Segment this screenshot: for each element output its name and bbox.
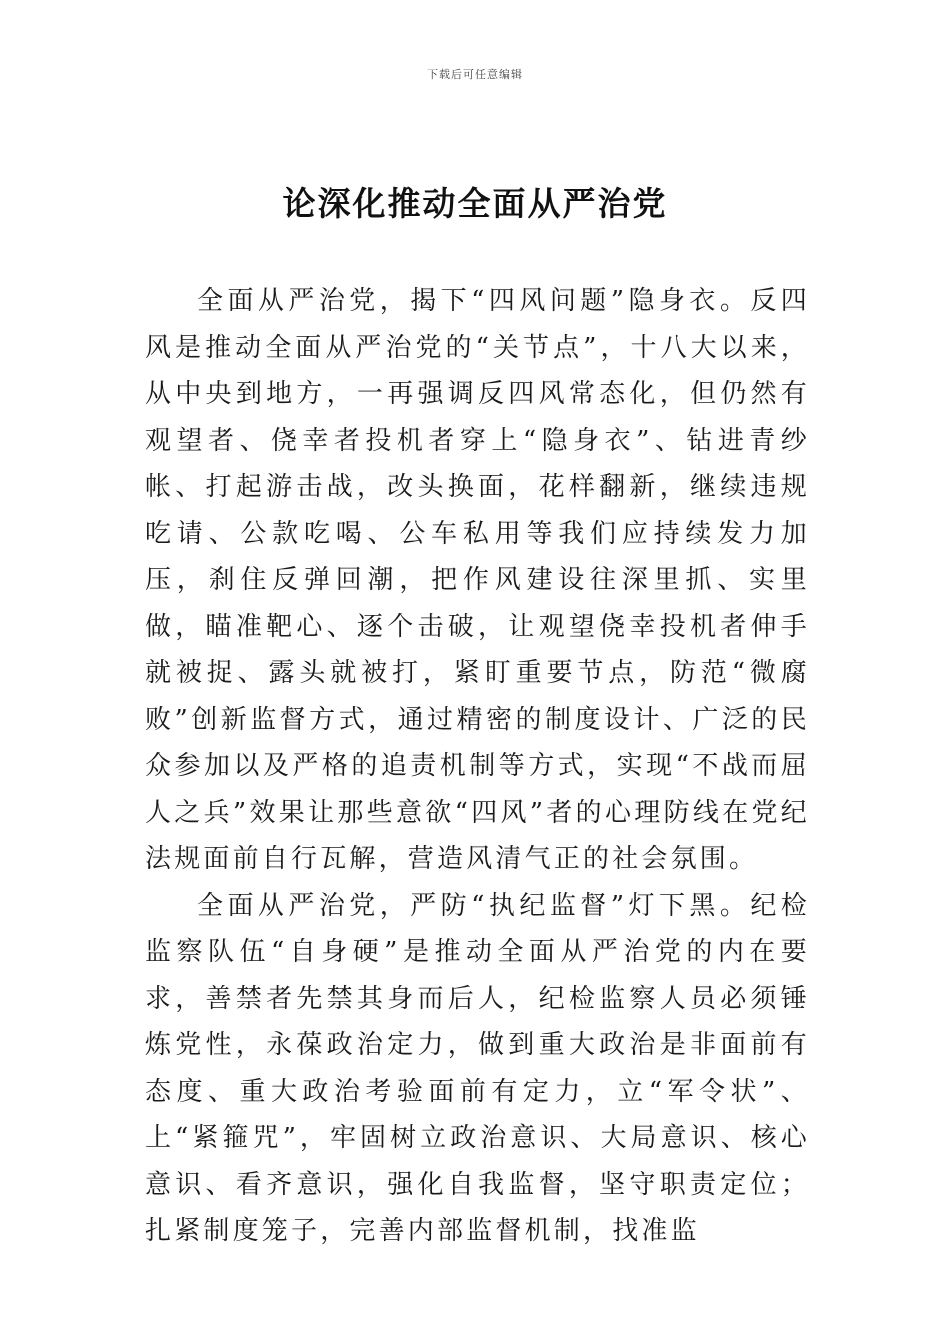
document-body xyxy=(145,278,810,1255)
paragraph-2: 全面从严治党，严防“执纪监督”灯下黑。纪检监察队伍“自身硬”是推动全面从严治党的内在要求，善禁者先禁其身而后人，纪检监察人员必须锤炼党性，永葆政治定力，做到重大政治是非面前有态度、重大政治考验面前有定力，立“军令状”、上“紧箍咒”，牢固树立政治意识、大局意识、核心意识、看齐意识，强化自我监督，坚守职责定位；扎紧制度笼子，完善内部监督机制，找准监 xyxy=(145,890,810,1246)
document-title: 论深化推动全面从严治党 xyxy=(282,184,668,223)
paragraph-1: 全面从严治党，揭下“四风问题”隐身衣。反四风是推动全面从严治党的“关节点”，十八大以来，从中央到地方，一再强调反四风常态化，但仍然有观望者、侥幸者投机者穿上“隐身衣”、钻进青纱帐、打起游击战，改头换面，花样翻新，继续违规吃请、公款吃喝、公车私用等我们应持续发力加压，刹住反弹回潮，把作风建设往深里抓、实里做，瞄准靶心、逐个击破，让观望侥幸投机者伸手就被捉、露头就被打，紧盯重要节点，防范“微腐败”创新监督方式，通过精密的制度设计、广泛的民众参加以及严格的追责机制等方式，实现“不战而屈人之兵”效果让那些意欲“四风”者的心理防线在党纪法规面前自行瓦解，营造风清气正的社会氛围。 xyxy=(145,286,810,874)
header-note: 下载后可任意编辑 xyxy=(427,68,523,81)
